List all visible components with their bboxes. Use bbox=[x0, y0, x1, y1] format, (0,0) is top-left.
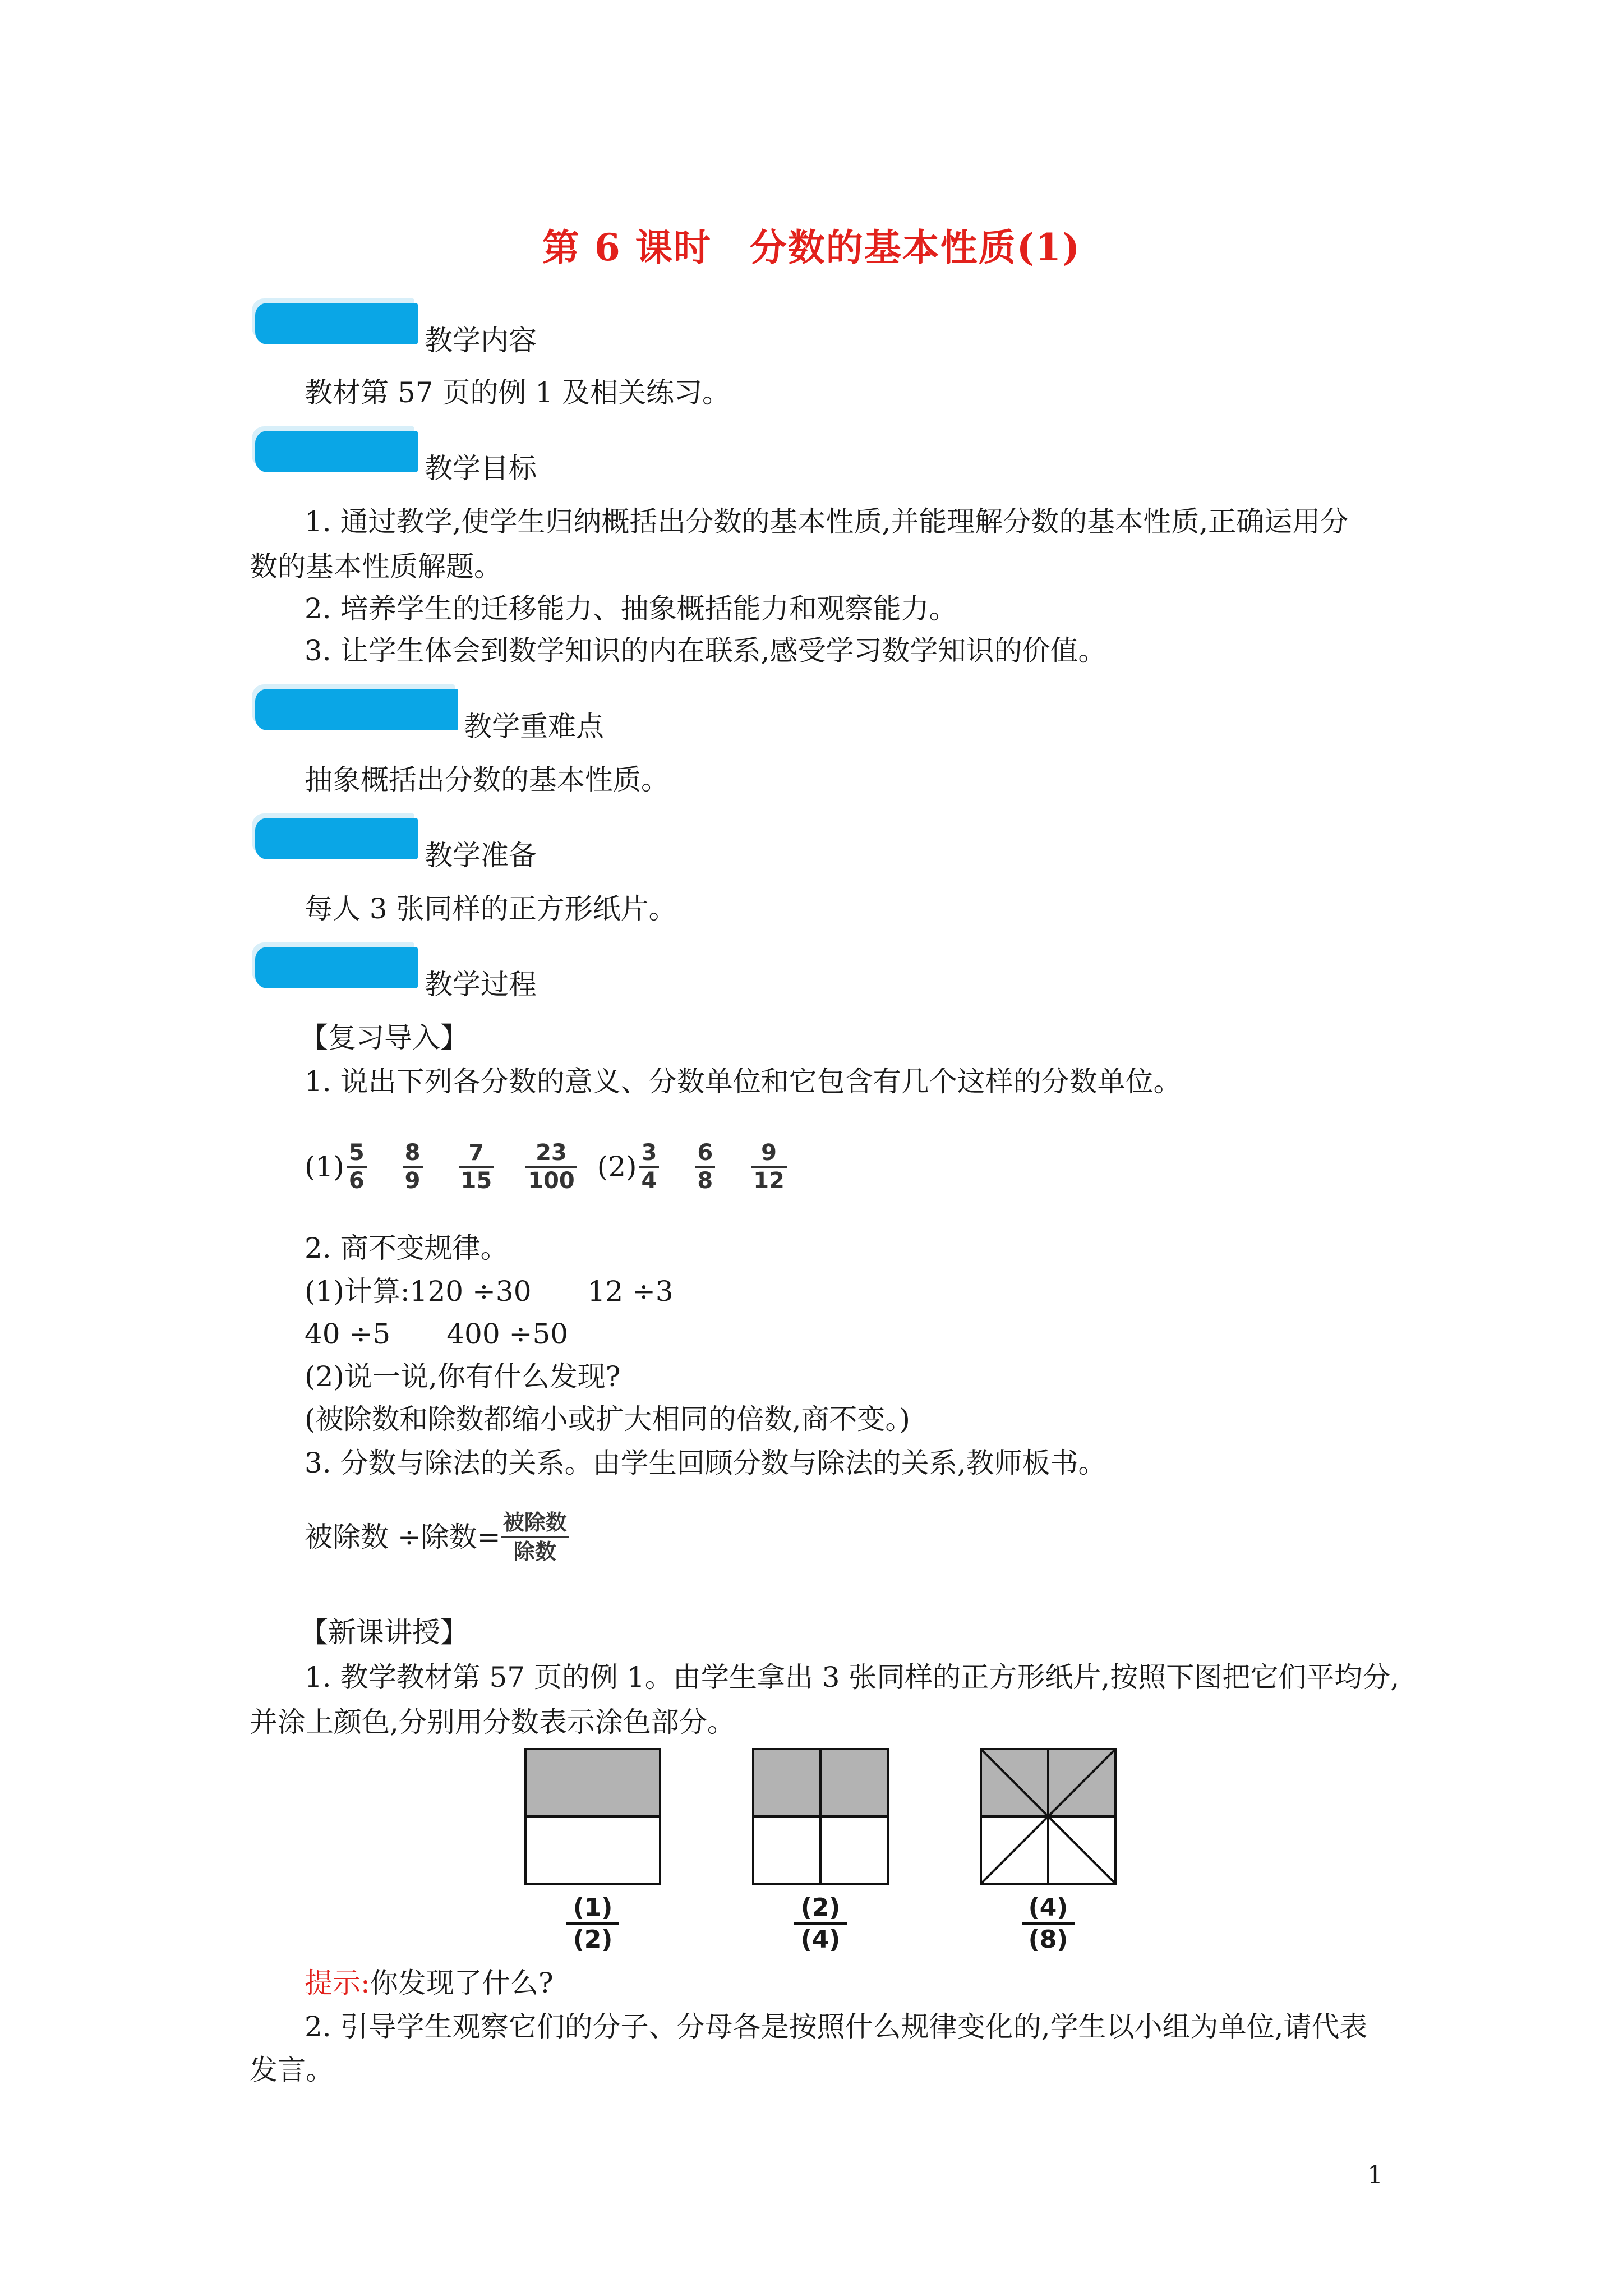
review-q3: 3. 分数与除法的关系。由学生回顾分数与除法的关系,教师板书。 bbox=[305, 1447, 1106, 1479]
figure-label-1: (1) (2) bbox=[566, 1893, 619, 1954]
section-label-goals: 教学目标 bbox=[425, 452, 537, 485]
review-q2: 2. 商不变规律。 bbox=[305, 1232, 509, 1264]
section-label-keypoints: 教学重难点 bbox=[464, 710, 604, 743]
review-q2-sub2: (2)说一说,你有什么发现? bbox=[305, 1360, 621, 1393]
newlesson-p1-cont: 并涂上颜色,分别用分数表示涂色部分。 bbox=[250, 1706, 735, 1738]
fraction: $\frac{9}{12}$ bbox=[751, 1140, 787, 1194]
formula-fraction: $\frac{\text{被除数}}{\text{除数}}$ bbox=[501, 1509, 569, 1565]
fraction: $\frac{5}{6}$ bbox=[347, 1140, 367, 1194]
square-quarters bbox=[753, 1749, 888, 1884]
square-halves bbox=[525, 1749, 660, 1884]
fraction: $\frac{8}{9}$ bbox=[403, 1140, 423, 1194]
fraction: $\frac{7}{15}$ bbox=[459, 1140, 495, 1194]
section-label-prep: 教学准备 bbox=[425, 839, 537, 872]
review-q2-answer: (被除数和除数都缩小或扩大相同的倍数,商不变。) bbox=[305, 1403, 910, 1435]
newlesson-heading: 【新课讲授】 bbox=[300, 1616, 468, 1649]
fraction-group-1-label: (1) bbox=[305, 1151, 344, 1183]
fraction: $\frac{23}{100}$ bbox=[525, 1140, 577, 1194]
figure-label-2: (2) (4) bbox=[794, 1893, 847, 1954]
goal-item-2: 2. 培养学生的迁移能力、抽象概括能力和观察能力。 bbox=[305, 592, 957, 625]
fraction: $\frac{6}{8}$ bbox=[695, 1140, 715, 1194]
hint-text: 你发现了什么? bbox=[370, 1967, 554, 1999]
hint-label: 提示: bbox=[305, 1967, 370, 1999]
goal-item-3: 3. 让学生体会到数学知识的内在联系,感受学习数学知识的价值。 bbox=[305, 634, 1106, 667]
square-eighths bbox=[981, 1749, 1115, 1884]
figure-label-3: (4) (8) bbox=[1022, 1893, 1075, 1954]
prep-text: 每人 3 张同样的正方形纸片。 bbox=[305, 892, 677, 925]
newlesson-p1: 1. 教学教材第 57 页的例 1。由学生拿出 3 张同样的正方形纸片,按照下图把它们平均分, bbox=[305, 1661, 1400, 1694]
page-title: 第 6 课时 分数的基本性质(1) bbox=[542, 226, 1081, 269]
review-heading: 【复习导入】 bbox=[300, 1022, 468, 1054]
fraction-group-2-label: (2) bbox=[597, 1151, 637, 1183]
page-number: 1 bbox=[1367, 2161, 1383, 2189]
goal-item-1: 1. 通过教学,使学生归纳概括出分数的基本性质,并能理解分数的基本性质,正确运用分 bbox=[305, 505, 1349, 538]
review-q2-calc1: (1)计算:120 ÷30 12 ÷3 bbox=[305, 1275, 674, 1308]
newlesson-p2-cont: 发言。 bbox=[250, 2054, 334, 2086]
review-q2-calc2: 40 ÷5 400 ÷50 bbox=[305, 1318, 569, 1350]
review-q1: 1. 说出下列各分数的意义、分数单位和它包含有几个这样的分数单位。 bbox=[305, 1065, 1182, 1098]
section-label-content: 教学内容 bbox=[425, 324, 537, 357]
keypoints-text: 抽象概括出分数的基本性质。 bbox=[305, 763, 669, 796]
fraction: $\frac{3}{4}$ bbox=[639, 1140, 660, 1194]
goal-item-1-cont: 数的基本性质解题。 bbox=[250, 550, 502, 583]
newlesson-p2: 2. 引导学生观察它们的分子、分母各是按照什么规律变化的,学生以小组为单位,请代表 bbox=[305, 2010, 1368, 2043]
content-text: 教材第 57 页的例 1 及相关练习。 bbox=[305, 376, 731, 409]
hint-line bbox=[305, 1966, 554, 2000]
formula-left: 被除数 ÷除数= bbox=[305, 1521, 501, 1553]
section-label-process: 教学过程 bbox=[425, 968, 537, 1001]
